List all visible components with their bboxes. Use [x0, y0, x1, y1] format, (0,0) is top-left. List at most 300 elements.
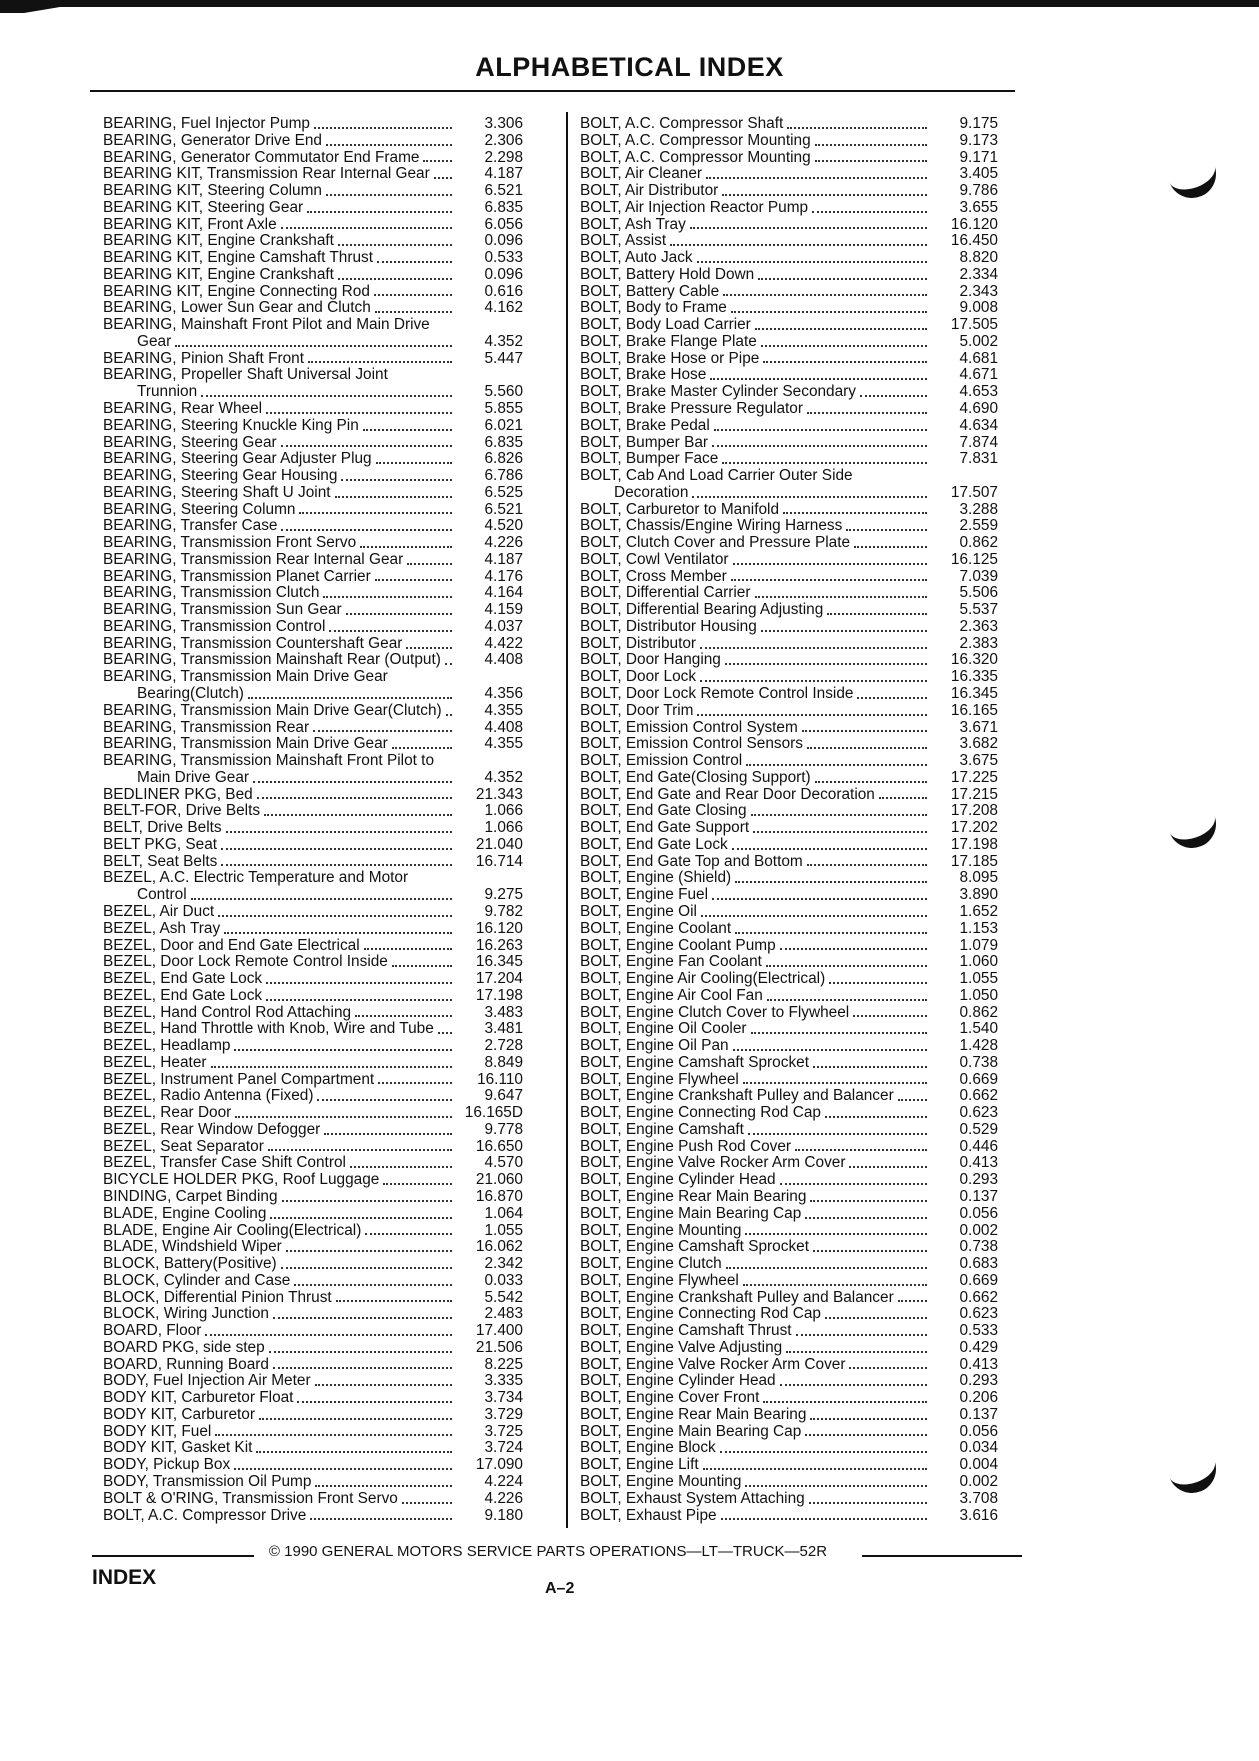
- index-entry-name: BOLT, Engine Flywheel: [580, 1071, 739, 1088]
- index-entry-page: 0.738: [959, 1238, 998, 1256]
- index-entry-name-wrap: [103, 468, 455, 485]
- index-entry-name: BOLT, Battery Hold Down: [580, 266, 755, 283]
- index-entry-name: BOLT, Engine Main Bearing Cap: [580, 1205, 802, 1222]
- index-entry: [103, 736, 553, 753]
- index-entry: [580, 150, 1005, 167]
- index-entry-name-wrap: [103, 502, 455, 519]
- index-entry-page: 0.033: [484, 1271, 523, 1289]
- index-entry: [103, 1223, 553, 1240]
- index-entry-name-wrap: [103, 116, 455, 133]
- dot-leader: [849, 1367, 927, 1369]
- index-entry-name-wrap: [580, 1357, 930, 1374]
- index-entry: [103, 1038, 553, 1055]
- index-entry-page: 2.363: [959, 617, 998, 635]
- dot-leader: [714, 429, 927, 431]
- dot-leader: [853, 1015, 927, 1017]
- dot-leader: [810, 1418, 927, 1420]
- dot-leader: [235, 1116, 452, 1118]
- index-entry: [580, 1122, 1005, 1139]
- index-entry-name-wrap: [103, 1273, 455, 1290]
- index-entry-name-wrap: [103, 971, 455, 988]
- index-entry: [580, 887, 1005, 904]
- index-entry-name-wrap: [103, 787, 455, 804]
- index-entry-name: BOLT, Engine Lift: [580, 1457, 699, 1474]
- index-entry: [580, 200, 1005, 217]
- index-entry-name-wrap: [103, 1390, 455, 1407]
- dot-leader: [722, 462, 927, 464]
- dot-leader: [815, 144, 927, 146]
- index-entry-page: 3.483: [484, 1003, 523, 1021]
- index-entry-name: BOLT, End Gate(Closing Support): [580, 769, 811, 786]
- dot-leader: [314, 127, 452, 129]
- dot-leader: [445, 663, 452, 665]
- index-entry: [580, 535, 1005, 552]
- dot-leader: [266, 412, 452, 414]
- index-entry-name: BEARING, Transmission Countershaft Gear: [103, 635, 403, 652]
- index-entry-name: BEARING, Transmission Front Servo: [103, 535, 357, 552]
- dot-leader: [733, 563, 927, 565]
- index-entry-name: BOLT, Engine (Shield): [580, 870, 732, 887]
- index-entry: [580, 619, 1005, 636]
- index-entry: [580, 904, 1005, 921]
- dot-leader: [226, 831, 452, 833]
- dot-leader: [364, 948, 452, 950]
- dot-leader: [758, 278, 927, 280]
- index-entry: [103, 451, 553, 468]
- index-entry-page: 0.413: [959, 1355, 998, 1373]
- index-entry-name-wrap: [103, 267, 455, 284]
- index-entry-name: BOLT, A.C. Compressor Mounting: [580, 149, 811, 166]
- index-entry-name-wrap: [103, 652, 455, 669]
- dot-leader: [712, 445, 927, 447]
- index-entry-page: 0.137: [959, 1405, 998, 1423]
- index-entry: [103, 887, 553, 904]
- index-entry-name-wrap: [103, 988, 455, 1005]
- index-entry-page: 17.505: [950, 316, 998, 334]
- index-entry-name-wrap: [580, 736, 930, 753]
- index-entry-name: Gear: [137, 333, 172, 350]
- index-entry-name-wrap: [103, 1340, 455, 1357]
- index-entry-page: 0.616: [484, 282, 523, 300]
- dot-leader: [751, 814, 927, 816]
- index-entry: [103, 116, 553, 133]
- index-entry-name: BOLT & O'RING, Transmission Front Servo: [103, 1490, 398, 1507]
- index-entry-name-wrap: [103, 317, 455, 334]
- index-entry-name: BOLT, Body Load Carrier: [580, 317, 751, 334]
- index-entry-name: BEZEL, Heater: [103, 1054, 207, 1071]
- index-entry: [103, 485, 553, 502]
- index-entry-name: BEZEL, Hand Throttle with Knob, Wire and Tube: [103, 1021, 434, 1038]
- index-entry-name-wrap: [580, 334, 930, 351]
- index-entry-name: BEARING, Transmission Control: [103, 618, 326, 635]
- index-entry-name: BOLT, Engine Oil: [580, 903, 697, 920]
- index-entry: [103, 602, 553, 619]
- index-entry-name-wrap: [580, 887, 930, 904]
- index-entry: [103, 787, 553, 804]
- index-entry-name-wrap: [103, 233, 455, 250]
- index-entry-name-wrap: [103, 1239, 455, 1256]
- index-entry-name: BOLT, Engine Mounting: [580, 1474, 742, 1490]
- index-entry-page: 2.559: [959, 517, 998, 535]
- index-entry-name-wrap: [103, 770, 455, 787]
- index-entry-name: BOLT, Differential Carrier: [580, 585, 751, 602]
- index-entry-name: BOLT, End Gate Top and Bottom: [580, 853, 803, 870]
- index-entry-name: Bearing(Clutch): [137, 686, 244, 703]
- index-entry: [580, 770, 1005, 787]
- index-entry-name-wrap: [103, 1122, 455, 1139]
- dot-leader: [259, 1418, 452, 1420]
- index-entry-name: BOLT, Body to Frame: [580, 300, 727, 317]
- index-entry-page: 9.778: [484, 1120, 523, 1138]
- index-entry-page: 4.690: [959, 400, 998, 417]
- index-entry: [103, 150, 553, 167]
- index-entry: [580, 166, 1005, 183]
- index-entry-name-wrap: [103, 1038, 455, 1055]
- index-entry-name: BOLT, Engine Camshaft Thrust: [580, 1323, 792, 1340]
- dot-leader: [731, 579, 927, 581]
- index-entry: [580, 1357, 1005, 1374]
- index-entry: [103, 703, 553, 720]
- index-entry-name: BOLT, Ash Tray: [580, 216, 686, 233]
- index-entry: [580, 1155, 1005, 1172]
- index-entry-name-wrap: [103, 1474, 455, 1491]
- index-entry-page: 3.729: [484, 1405, 523, 1423]
- index-entry-name-wrap: [103, 954, 455, 971]
- dot-leader: [281, 1267, 452, 1269]
- index-entry-page: 4.681: [959, 349, 998, 367]
- index-entry-name-wrap: [580, 468, 930, 485]
- index-entry: [103, 233, 553, 250]
- dot-leader: [780, 1384, 927, 1386]
- index-entry-name: BOLT, Engine Coolant: [580, 920, 732, 937]
- index-entry-name: BOLT, Engine Cylinder Head: [580, 1172, 776, 1189]
- index-entry-name-wrap: [580, 1390, 930, 1407]
- dot-leader: [706, 177, 927, 179]
- index-entry: [103, 954, 553, 971]
- index-entry-name-wrap: [103, 552, 455, 569]
- index-entry-name: BOLT, Distributor Housing: [580, 618, 757, 635]
- dot-leader: [857, 697, 927, 699]
- dot-leader: [446, 714, 452, 716]
- index-entry-name: BEARING, Transmission Mainshaft Rear (Output): [103, 652, 441, 669]
- dot-leader: [338, 278, 452, 280]
- dot-leader: [423, 160, 452, 162]
- index-entry: [103, 921, 553, 938]
- index-entry-page: 4.355: [484, 735, 523, 753]
- index-entry-name-wrap: [103, 703, 455, 720]
- index-entry: [580, 938, 1005, 955]
- dot-leader: [722, 194, 927, 196]
- dot-leader: [735, 932, 927, 934]
- index-entry-name: BEARING, Transmission Sun Gear: [103, 602, 342, 619]
- index-entry-name-wrap: [580, 1424, 930, 1441]
- index-entry-page: 2.383: [959, 634, 998, 652]
- dot-leader: [751, 1032, 927, 1034]
- dot-leader: [323, 596, 452, 598]
- index-entry-name-wrap: [580, 1290, 930, 1307]
- index-entry-name: BEARING, Steering Gear: [103, 434, 277, 451]
- index-entry-name: Trunnion: [137, 384, 198, 401]
- index-entry: [103, 1373, 553, 1390]
- index-entry: [580, 703, 1005, 720]
- index-entry-name-wrap: [580, 1306, 930, 1323]
- index-entry-name-wrap: [580, 1323, 930, 1340]
- index-entry: [580, 317, 1005, 334]
- index-entry-page: 4.634: [959, 416, 998, 434]
- index-entry: [580, 367, 1005, 384]
- index-entry: [580, 1390, 1005, 1407]
- dot-leader: [377, 261, 452, 263]
- index-entry: [103, 938, 553, 955]
- index-entry: [580, 1457, 1005, 1474]
- dot-leader: [726, 1267, 927, 1269]
- index-entry-name-wrap: [580, 485, 930, 502]
- index-entry-page: 0.056: [959, 1422, 998, 1440]
- index-entry-page: 0.862: [959, 1003, 998, 1021]
- index-entry-name-wrap: [580, 1407, 930, 1424]
- index-entry-page: 3.708: [959, 1489, 998, 1507]
- index-entry-name: BOLT, Engine Air Cooling(Electrical): [580, 971, 826, 988]
- dot-leader: [286, 1250, 452, 1252]
- index-entry-name: BOLT, Emission Control Sensors: [580, 736, 803, 753]
- index-entry-name-wrap: [580, 1206, 930, 1223]
- dot-leader: [701, 915, 927, 917]
- dot-leader: [748, 1133, 927, 1135]
- index-entry-name-wrap: [580, 1005, 930, 1022]
- index-entry-page: 3.481: [484, 1020, 523, 1038]
- index-entry-page: 16.263: [475, 936, 523, 954]
- index-entry-name-wrap: [580, 1340, 930, 1357]
- dot-leader: [827, 613, 927, 615]
- index-entry-page: 2.483: [484, 1305, 523, 1323]
- index-entry-name: BOARD, Running Board: [103, 1356, 269, 1373]
- index-entry-name: BOLT, Exhaust Pipe: [580, 1507, 717, 1524]
- dot-leader: [324, 1133, 452, 1135]
- dot-leader: [326, 144, 452, 146]
- index-entry-page: 1.540: [959, 1020, 998, 1038]
- index-entry-page: 16.120: [950, 215, 998, 233]
- index-entry: [580, 451, 1005, 468]
- dot-leader: [690, 227, 927, 229]
- index-entry-page: 1.652: [959, 902, 998, 920]
- index-entry: [580, 1139, 1005, 1156]
- index-entry-page: 5.447: [484, 349, 523, 367]
- index-entry-name: BOLT, End Gate and Rear Door Decoration: [580, 786, 875, 803]
- index-entry-page: 3.671: [959, 718, 998, 736]
- index-entry: [580, 217, 1005, 234]
- index-entry-name: BOLT, Air Injection Reactor Pump: [580, 199, 809, 216]
- index-entry-name-wrap: [580, 1038, 930, 1055]
- index-entry: [103, 1474, 553, 1491]
- index-entry: [103, 284, 553, 301]
- dot-leader: [700, 647, 927, 649]
- index-entry: [103, 518, 553, 535]
- index-entry-name: BEDLINER PKG, Bed: [103, 786, 253, 803]
- index-entry-page: 16.165: [950, 701, 998, 719]
- index-entry-name-wrap: [580, 401, 930, 418]
- index-entry-name-wrap: [580, 1122, 930, 1139]
- index-entry: [580, 384, 1005, 401]
- index-entry-page: 4.408: [484, 651, 523, 669]
- index-entry-page: 4.162: [484, 299, 523, 317]
- index-entry: [580, 854, 1005, 871]
- dot-leader: [898, 1300, 927, 1302]
- index-entry-name: BOLT, Brake Hose: [580, 367, 707, 384]
- index-entry-name: BODY, Transmission Oil Pump: [103, 1474, 312, 1490]
- index-entry: [103, 619, 553, 636]
- dot-leader: [787, 127, 927, 129]
- index-entry: [103, 686, 553, 703]
- dot-leader: [743, 1284, 927, 1286]
- index-entry-page: 17.090: [475, 1456, 523, 1474]
- footer-rule-left: [92, 1555, 254, 1557]
- index-entry-name: BODY KIT, Carburetor: [103, 1406, 255, 1423]
- index-entry-page: 21.506: [475, 1338, 523, 1356]
- index-entry-name-wrap: [580, 921, 930, 938]
- index-entry: [580, 837, 1005, 854]
- index-entry-name-wrap: [103, 1005, 455, 1022]
- index-entry-name: BEARING KIT, Steering Column: [103, 183, 322, 200]
- index-entry-name: BOLT, Cab And Load Carrier Outer Side: [580, 468, 853, 485]
- index-entry-page: 4.408: [484, 718, 523, 736]
- dot-leader: [692, 496, 927, 498]
- index-entry: [103, 300, 553, 317]
- index-entry-name: BOLT, Exhaust System Attaching: [580, 1490, 805, 1507]
- index-entry-page: 4.226: [484, 1489, 523, 1507]
- index-entry: [103, 585, 553, 602]
- index-entry-name-wrap: [580, 803, 930, 820]
- dot-leader: [812, 211, 927, 213]
- footer-section-label: INDEX: [92, 1566, 157, 1589]
- index-entry: [103, 401, 553, 418]
- dot-leader: [753, 831, 927, 833]
- index-entry: [580, 1424, 1005, 1441]
- index-entry-name-wrap: [580, 267, 930, 284]
- index-entry: [580, 720, 1005, 737]
- index-entry-page: 17.185: [950, 852, 998, 870]
- index-entry-name: BOLT, Engine Camshaft: [580, 1121, 744, 1138]
- index-entry-name: BOLT, Bumper Face: [580, 451, 719, 468]
- dot-leader: [761, 345, 927, 347]
- top-border-rule: [0, 0, 1259, 7]
- dot-leader: [783, 512, 927, 514]
- index-entry-name-wrap: [580, 1055, 930, 1072]
- index-entry-name-wrap: [580, 720, 930, 737]
- index-entry-name-wrap: [103, 183, 455, 200]
- index-entry-page: 3.405: [959, 165, 998, 183]
- index-entry: [103, 837, 553, 854]
- index-entry-name-wrap: [580, 116, 930, 133]
- index-entry-name: BELT PKG, Seat: [103, 836, 218, 853]
- index-entry-name: BODY KIT, Carburetor Float: [103, 1390, 294, 1407]
- index-entry-name-wrap: [580, 300, 930, 317]
- index-entry: [103, 418, 553, 435]
- index-entry-page: 9.275: [484, 886, 523, 904]
- index-entry-name-wrap: [580, 1088, 930, 1105]
- index-entry-page: 1.153: [959, 919, 998, 937]
- index-entry: [580, 233, 1005, 250]
- index-entry-page: 5.855: [484, 400, 523, 417]
- index-entry-page: 21.060: [475, 1171, 523, 1189]
- dot-leader: [721, 1518, 927, 1520]
- index-entry-name-wrap: [580, 183, 930, 200]
- dot-leader: [266, 999, 452, 1001]
- index-entry: [103, 1323, 553, 1340]
- index-entry-page: 0.206: [959, 1389, 998, 1407]
- index-entry: [103, 971, 553, 988]
- index-entry-name-wrap: [580, 1172, 930, 1189]
- index-entry: [103, 1273, 553, 1290]
- index-entry-name-wrap: [103, 300, 455, 317]
- dot-leader: [780, 1183, 927, 1185]
- index-entry-page: 16.110: [477, 1070, 523, 1088]
- index-entry-page: 4.164: [484, 584, 523, 602]
- index-entry-name-wrap: [580, 686, 930, 703]
- index-entry: [103, 1424, 553, 1441]
- index-entry-page: 6.835: [484, 198, 523, 216]
- index-entry-page: 6.525: [484, 483, 523, 501]
- index-entry-name-wrap: [103, 1223, 455, 1240]
- dot-leader: [335, 496, 452, 498]
- index-entry: [103, 636, 553, 653]
- index-entry: [580, 1105, 1005, 1122]
- index-entry-page: 17.204: [475, 970, 523, 988]
- index-entry: [580, 1373, 1005, 1390]
- index-entry-page: 8.820: [959, 249, 998, 267]
- index-entry-page: 2.342: [484, 1255, 523, 1273]
- dot-leader: [807, 412, 927, 414]
- dot-leader: [234, 1468, 452, 1470]
- dot-leader: [350, 1166, 452, 1168]
- index-entry-page: 9.173: [959, 131, 998, 149]
- dot-leader: [299, 512, 452, 514]
- index-entry: [103, 317, 553, 334]
- footer-page-number: A–2: [545, 1580, 575, 1597]
- dot-leader: [315, 1384, 452, 1386]
- index-entry-name: BLADE, Windshield Wiper: [103, 1239, 282, 1256]
- dot-leader: [731, 311, 927, 313]
- index-entry-name: BEZEL, Instrument Panel Compartment: [103, 1071, 375, 1088]
- index-entry-name: BEARING, Transmission Planet Carrier: [103, 568, 371, 585]
- index-entry-name-wrap: [103, 1256, 455, 1273]
- index-entry-name-wrap: [580, 988, 930, 1005]
- index-entry: [103, 653, 553, 670]
- index-entry-page: 4.159: [484, 601, 523, 619]
- dot-leader: [860, 395, 927, 397]
- index-entry: [103, 1508, 553, 1525]
- index-entry-name-wrap: [580, 200, 930, 217]
- index-entry-name-wrap: [580, 351, 930, 368]
- index-entry-name: BEARING, Transmission Mainshaft Front Pilot to: [103, 753, 435, 770]
- index-entry-page: 4.187: [484, 550, 523, 568]
- dot-leader: [253, 781, 452, 783]
- index-entry-page: 0.669: [959, 1271, 998, 1289]
- index-entry-page: 16.320: [950, 651, 998, 669]
- index-entry-page: 4.176: [484, 567, 523, 585]
- index-entry-page: 0.738: [959, 1053, 998, 1071]
- index-column-right: [580, 116, 1005, 1524]
- index-entry-name: BOLT, Engine Valve Adjusting: [580, 1339, 783, 1356]
- dot-leader: [374, 294, 452, 296]
- index-entry: [103, 250, 553, 267]
- dot-leader: [723, 294, 927, 296]
- index-entry: [580, 753, 1005, 770]
- index-entry-page: 1.079: [959, 936, 998, 954]
- index-entry-name-wrap: [580, 1474, 930, 1491]
- index-entry: [103, 1055, 553, 1072]
- dot-leader: [355, 1015, 452, 1017]
- index-entry-name-wrap: [103, 351, 455, 368]
